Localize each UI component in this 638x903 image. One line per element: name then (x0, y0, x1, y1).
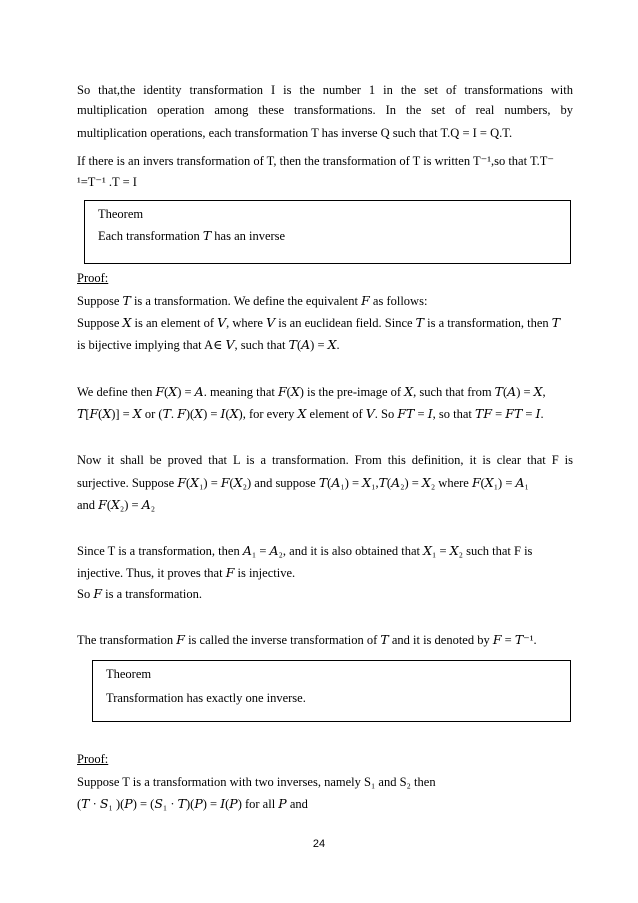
paragraph-8-line-1: Suppose T is a transformation with two inverses, namely S₁ and S₂ then (77, 775, 436, 789)
paragraph-5-line-3: and 𝐹(𝑋₂) = 𝐴₂ (77, 498, 156, 512)
paragraph-6-line-2: injective. Thus, it proves that 𝐹 is injective. (77, 566, 296, 580)
proof-2-label: Proof: (77, 752, 109, 766)
paragraph-6-line-3: So 𝐹 is a transformation. (77, 587, 202, 601)
paragraph-5-line-1: Now it shall be proved that L is a transformation. From this definition, it is clear that F is (77, 453, 573, 467)
paragraph-6-line-1: Since T is a transformation, then 𝐴₁ = 𝐴₂, and it is also obtained that 𝑋₁ = 𝑋₂ such that F is (77, 544, 533, 558)
theorem-2-statement: Transformation has exactly one inverse. (106, 691, 306, 705)
paragraph-1-line-3: multiplication operations, each transformation T has inverse Q such that T.Q = I = Q.T. (77, 126, 513, 140)
page-number: 24 (312, 838, 326, 850)
paragraph-1-line-2: multiplication operation among these transformations. In the set of real numbers, by (77, 103, 573, 117)
paragraph-8-line-2: (𝑇 · 𝑆₁ )(𝑃) = (𝑆₁ · 𝑇)(𝑃) = 𝐼(𝑃) for all 𝑃 and (77, 797, 308, 811)
paragraph-2-line-1: If there is an invers transformation of T, then the transformation of T is written T⁻¹,so that T.T⁻ (77, 154, 555, 168)
paragraph-5-line-2: surjective. Suppose 𝐹(𝑋₁) = 𝐹(𝑋₂) and suppose 𝑇(𝐴₁) = 𝑋₁,𝑇(𝐴₂) = 𝑋₂ where 𝐹(𝑋₁) = 𝐴₁ (77, 476, 529, 490)
proof-1-label: Proof: (77, 271, 109, 285)
paragraph-3-line-2: Suppose 𝑋 is an element of 𝑉, where 𝑉 is an euclidean field. Since 𝑇 is a transformation, then 𝑇 (77, 316, 561, 330)
paragraph-2-line-2: ¹=T⁻¹ .T = I (77, 175, 137, 189)
paragraph-3-line-3: is bijective implying that A∈ 𝑉, such that 𝑇(𝐴) = 𝑋. (77, 338, 340, 352)
paragraph-7: The transformation 𝐹 is called the inverse transformation of 𝑇 and it is denoted by 𝐹 = 𝑇⁻¹. (77, 633, 537, 647)
theorem-1-title: Theorem (98, 207, 144, 221)
paragraph-1-line-1: So that,the identity transformation I is the number 1 in the set of transformations with (77, 83, 573, 97)
theorem-1-statement: Each transformation 𝑇 has an inverse (98, 229, 286, 243)
paragraph-3-line-1: Suppose 𝑇 is a transformation. We define the equivalent 𝐹 as follows: (77, 294, 428, 308)
paragraph-4-line-1: We define then 𝐹(𝑋) = 𝐴. meaning that 𝐹(𝑋) is the pre-image of 𝑋, such that from 𝑇(𝐴) = 𝑋, (77, 385, 546, 399)
paragraph-4-line-2: 𝑇[𝐹(𝑋)] = 𝑋 or (𝑇. 𝐹)(𝑋) = 𝐼(𝑋), for every 𝑋 element of 𝑉. So 𝐹𝑇 = 𝐼, so that 𝑇𝐹 = 𝐹𝑇 = 𝐼. (77, 407, 544, 421)
theorem-2-title: Theorem (106, 667, 152, 681)
